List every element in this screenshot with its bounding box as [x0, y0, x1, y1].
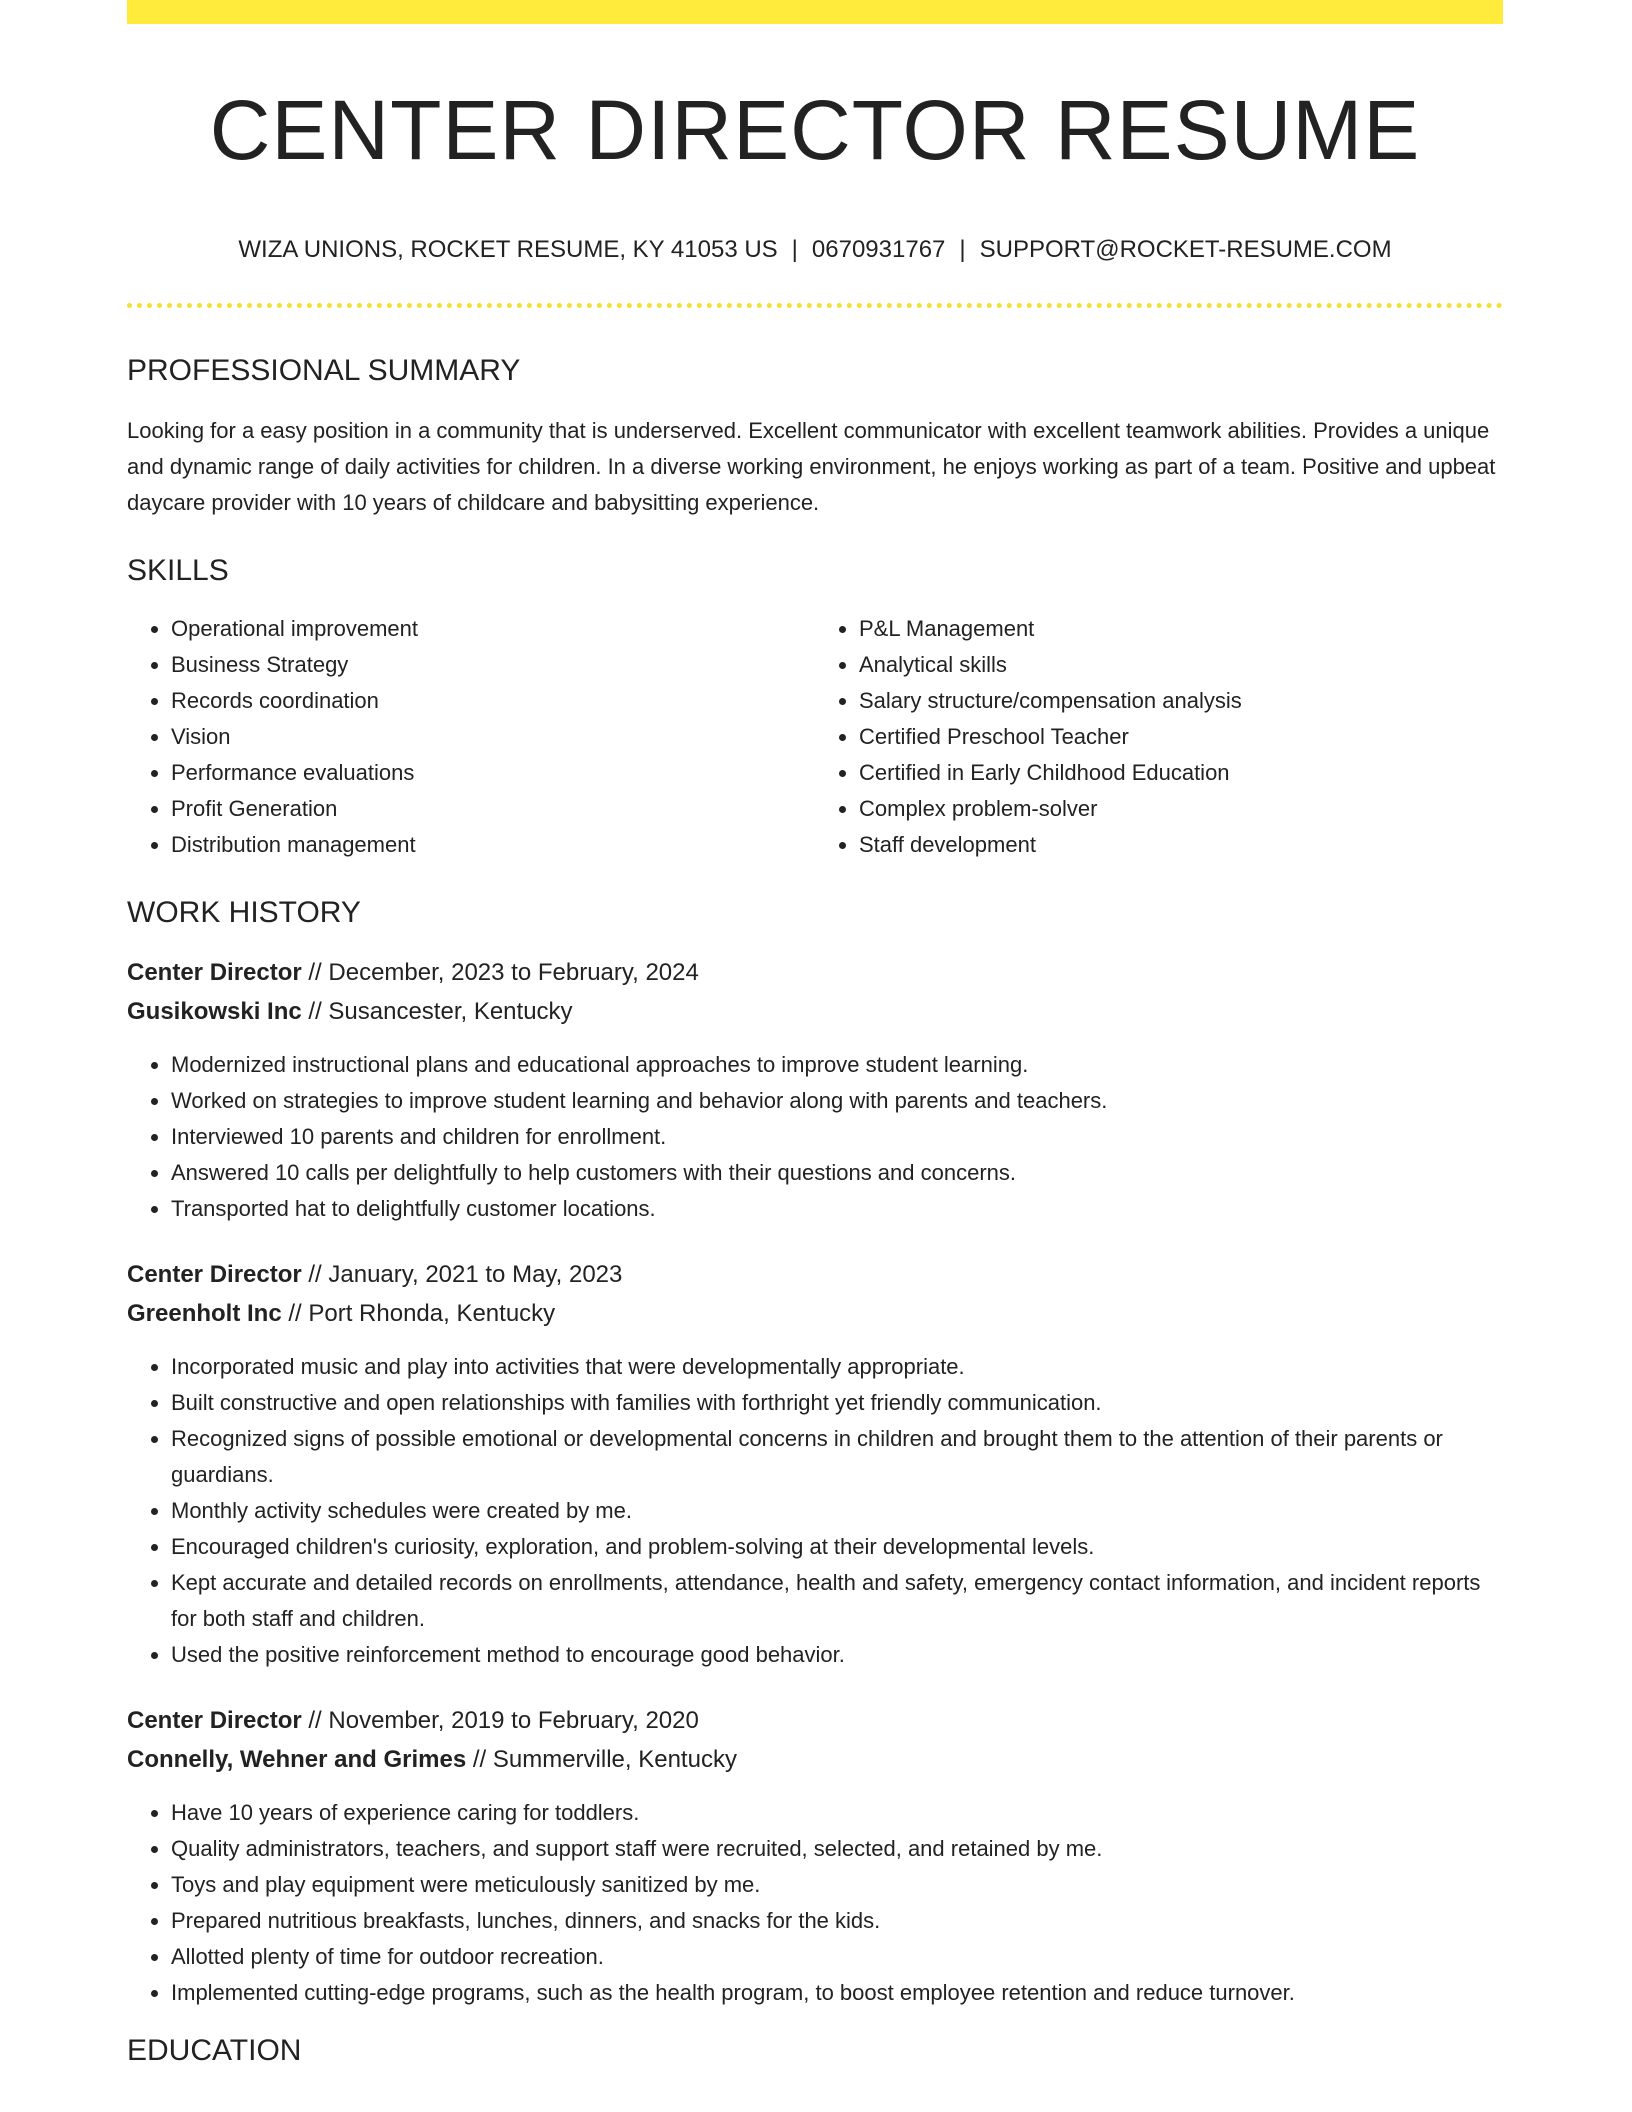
resume-title: CENTER DIRECTOR RESUME: [209, 83, 1421, 177]
contact-address: WIZA UNIONS, ROCKET RESUME, KY 41053 US: [238, 236, 778, 264]
contact-email[interactable]: SUPPORT@ROCKET-RESUME.COM: [979, 236, 1392, 264]
job-bullet: • Answered 10 calls per delightfully to help customers with their questions and concerns.: [171, 1155, 1503, 1191]
job-role: Center Director: [127, 1261, 302, 1289]
contact-line: [127, 236, 1503, 265]
job-bullet: • Prepared nutritious breakfasts, lunches, dinners, and snacks for the kids.: [171, 1903, 1503, 1939]
contact-separator: |: [791, 236, 798, 264]
skill-item: • Records coordination: [171, 683, 815, 719]
skills-left-column: [127, 611, 815, 863]
job-entry: [127, 1255, 1503, 1673]
contact-phone[interactable]: 0670931767: [811, 236, 946, 264]
job-company-line: [127, 992, 1503, 1031]
job-dates: // November, 2019 to February, 2020: [301, 1707, 699, 1735]
job-dates: // December, 2023 to February, 2024: [301, 959, 699, 987]
job-bullet: • Encouraged children's curiosity, exploration, and problem-solving at their developmental levels.: [171, 1529, 1503, 1565]
job-bullet: • Toys and play equipment were meticulously sanitized by me.: [171, 1867, 1503, 1903]
skill-item: • Operational improvement: [171, 611, 815, 647]
job-role: Center Director: [127, 1707, 302, 1735]
job-bullet: • Monthly activity schedules were created by me.: [171, 1493, 1503, 1529]
job-company-line: [127, 1740, 1503, 1779]
skill-item: • Business Strategy: [171, 647, 815, 683]
skills-grid: [127, 611, 1503, 863]
job-bullet: • Modernized instructional plans and educational approaches to improve student learning.: [171, 1047, 1503, 1083]
skill-item: • Analytical skills: [859, 647, 1503, 683]
job-bullet: • Implemented cutting-edge programs, such as the health program, to boost employee retention and reduce turnover.: [171, 1975, 1503, 2011]
summary-text: Looking for a easy position in a community that is underserved. Excellent communicator with excellent teamwork abilities. Provides a unique and dynamic range of daily activities for children. In a diverse working environment, he enjoys working as part of a team. Positive and upbeat daycare provider with 10 years of childcare and babysitting experience.: [127, 418, 1496, 516]
job-dates: // January, 2021 to May, 2023: [301, 1261, 623, 1289]
dotted-divider: [127, 303, 1503, 308]
skill-item: • Distribution management: [171, 827, 815, 863]
skill-item: • Staff development: [859, 827, 1503, 863]
job-company-line: [127, 1294, 1503, 1333]
accent-top-bar: [127, 0, 1503, 24]
job-role-line: [127, 1255, 1503, 1294]
job-bullets: [127, 1349, 1503, 1673]
skills-heading: SKILLS: [127, 554, 229, 588]
skill-item: • Certified Preschool Teacher: [859, 719, 1503, 755]
education-heading: EDUCATION: [127, 2034, 302, 2068]
job-company: Connelly, Wehner and Grimes: [127, 1746, 467, 1774]
job-entry: [127, 953, 1503, 1227]
work-history-heading: WORK HISTORY: [127, 896, 361, 930]
job-role-line: [127, 953, 1503, 992]
job-role-line: [127, 1701, 1503, 1740]
job-bullet: • Built constructive and open relationships with families with forthright yet friendly communication.: [171, 1385, 1503, 1421]
job-company: Greenholt Inc: [127, 1300, 282, 1328]
job-location: // Summerville, Kentucky: [466, 1746, 737, 1774]
job-bullet: • Have 10 years of experience caring for toddlers.: [171, 1795, 1503, 1831]
job-location: // Port Rhonda, Kentucky: [281, 1300, 556, 1328]
job-role: Center Director: [127, 959, 302, 987]
job-location: // Susancester, Kentucky: [301, 998, 573, 1026]
contact-separator: |: [959, 236, 966, 264]
job-bullet: • Worked on strategies to improve student learning and behavior along with parents and teachers.: [171, 1083, 1503, 1119]
job-company: Gusikowski Inc: [127, 998, 302, 1026]
skill-item: • Profit Generation: [171, 791, 815, 827]
job-bullet: • Incorporated music and play into activities that were developmentally appropriate.: [171, 1349, 1503, 1385]
job-bullet: • Allotted plenty of time for outdoor recreation.: [171, 1939, 1503, 1975]
skill-item: • Certified in Early Childhood Education: [859, 755, 1503, 791]
skill-item: • Salary structure/compensation analysis: [859, 683, 1503, 719]
job-bullet: • Interviewed 10 parents and children for enrollment.: [171, 1119, 1503, 1155]
job-bullets: [127, 1795, 1503, 2011]
job-bullet: • Used the positive reinforcement method to encourage good behavior.: [171, 1637, 1503, 1673]
job-bullet: • Recognized signs of possible emotional or developmental concerns in children and brought them to the attention of their parents or guardians.: [171, 1421, 1503, 1493]
skill-item: • Vision: [171, 719, 815, 755]
job-bullet: • Transported hat to delightfully customer locations.: [171, 1191, 1503, 1227]
job-bullets: [127, 1047, 1503, 1227]
skill-item: • Performance evaluations: [171, 755, 815, 791]
skills-right-column: [815, 611, 1503, 863]
summary-heading: PROFESSIONAL SUMMARY: [127, 354, 521, 388]
skill-item: • Complex problem-solver: [859, 791, 1503, 827]
job-bullet: • Quality administrators, teachers, and support staff were recruited, selected, and retained by me.: [171, 1831, 1503, 1867]
resume-page: [127, 0, 1503, 2069]
skill-item: • P&L Management: [859, 611, 1503, 647]
job-entry: [127, 1701, 1503, 2011]
job-bullet: • Kept accurate and detailed records on enrollments, attendance, health and safety, emergency contact information, and incident reports for both staff and children.: [171, 1565, 1503, 1637]
